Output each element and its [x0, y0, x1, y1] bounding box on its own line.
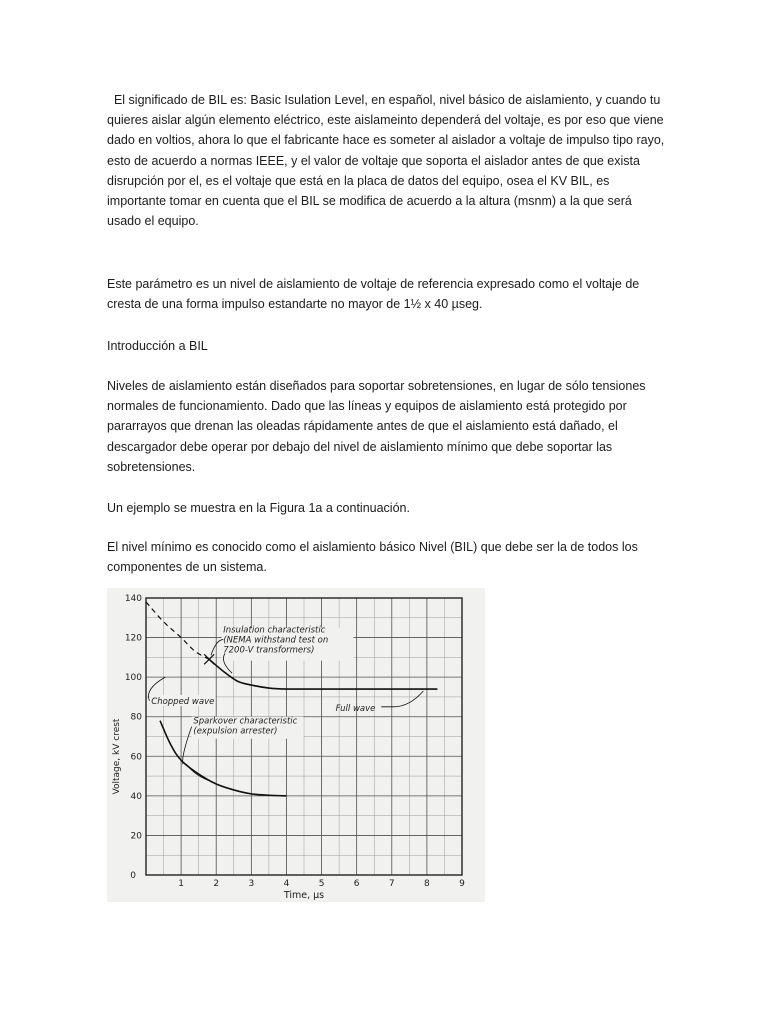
- chop-point-marker: [204, 654, 214, 664]
- leader-full-wave: [381, 691, 423, 707]
- paragraph-bil-definition: El significado de BIL es: Basic Isulation Level, en español, nivel básico de aislamiento, y cuando tu quieres aislar algún elemento eléctrico, este aislameinto dependerá del voltaje, es por eso que viene dado en voltios, ahora lo que el fabricante hace es someter al aislador a voltaje de impulso tipo rayo, esto de acuerdo a normas IEEE, y el valor de voltaje que soporta el aislador antes de que exista disrupción por el, es el voltaje que está en la placa de datos del equipo, osea el KV BIL, es importante tomar en cuenta que el BIL se modifica de acuerdo a la altura (msnm) a la que será usado el equipo.: [107, 93, 668, 229]
- origin-tick-label: 0: [130, 871, 136, 881]
- leader-sparkover: [183, 727, 192, 765]
- section-heading-intro-bil: Introducción a BIL: [107, 339, 208, 353]
- y-tick-label: 60: [130, 752, 142, 763]
- x-tick-label: 3: [248, 879, 255, 889]
- annotation-insulation-characteristic-line: Insulation characteristic: [223, 625, 326, 636]
- annotation-sparkover-characteristic-line: (expulsion arrester): [193, 726, 278, 737]
- annotation-full-wave: [336, 704, 376, 714]
- y-tick-label: 80: [130, 712, 142, 723]
- paragraph-example-reference: Un ejemplo se muestra en la Figura 1a a continuación.: [107, 501, 410, 515]
- figure-1a-chart: [107, 588, 485, 902]
- voltage-time-chart: [107, 588, 485, 902]
- annotation-sparkover-characteristic-line: Sparkover characteristic: [193, 716, 298, 727]
- series-chopped-wave: [146, 602, 209, 659]
- x-tick-label: 4: [283, 879, 290, 889]
- paragraph-insulation-levels: Niveles de aislamiento están diseñados para soportar sobretensiones, en lugar de sólo tensiones normales de funcionamiento. Dado que las líneas y equipos de aislamiento está protegido por pararrayos que drenan las oleadas rápidamente antes de que el aislamiento está dañado, el descargador debe operar por debajo del nivel de aislamiento mínimo que debe soportar las sobretensiones.: [107, 379, 646, 474]
- annotation-full-wave-line: Full wave: [335, 703, 376, 714]
- y-axis-label: Voltage, kV crest: [112, 718, 122, 795]
- x-tick-label: 8: [424, 879, 430, 889]
- series-insulation-characteristic: [209, 659, 437, 689]
- x-tick-label: 9: [459, 879, 465, 889]
- y-tick-label: 20: [130, 831, 142, 842]
- x-axis-label: Time, µs: [283, 890, 325, 901]
- leader-insulation: [211, 640, 223, 656]
- x-tick-label: 7: [388, 879, 395, 889]
- y-tick-label: 40: [130, 791, 142, 802]
- x-tick-label: 1: [178, 879, 184, 889]
- leader-sparkover-2: [186, 764, 212, 782]
- annotation-insulation-characteristic-line: 7200-V transformers): [223, 645, 315, 656]
- paragraph-minimum-level: El nivel mínimo es conocido como el aislamiento básico Nivel (BIL) que debe ser la de todos los componentes de un sistema.: [107, 540, 638, 575]
- annotation-chopped-wave: [151, 697, 214, 707]
- y-tick-label: 140: [124, 594, 142, 604]
- x-tick-label: 6: [353, 879, 360, 889]
- y-tick-label: 100: [124, 673, 142, 684]
- y-tick-label: 120: [124, 633, 142, 644]
- annotation-insulation-characteristic-line: (NEMA withstand test on: [223, 635, 329, 646]
- x-tick-label: 2: [213, 879, 220, 889]
- annotation-chopped-wave-line: Chopped wave: [151, 696, 215, 707]
- chart-annotations: [148, 626, 423, 782]
- x-tick-label: 5: [318, 879, 325, 889]
- paragraph-reference-level: Este parámetro es un nivel de aislamiento de voltaje de referencia expresado como el voltaje de cresta de una forma impulso estandarte no mayor de 1½ x 40 µseg.: [107, 277, 640, 312]
- annotation-insulation-characteristic: [223, 626, 328, 656]
